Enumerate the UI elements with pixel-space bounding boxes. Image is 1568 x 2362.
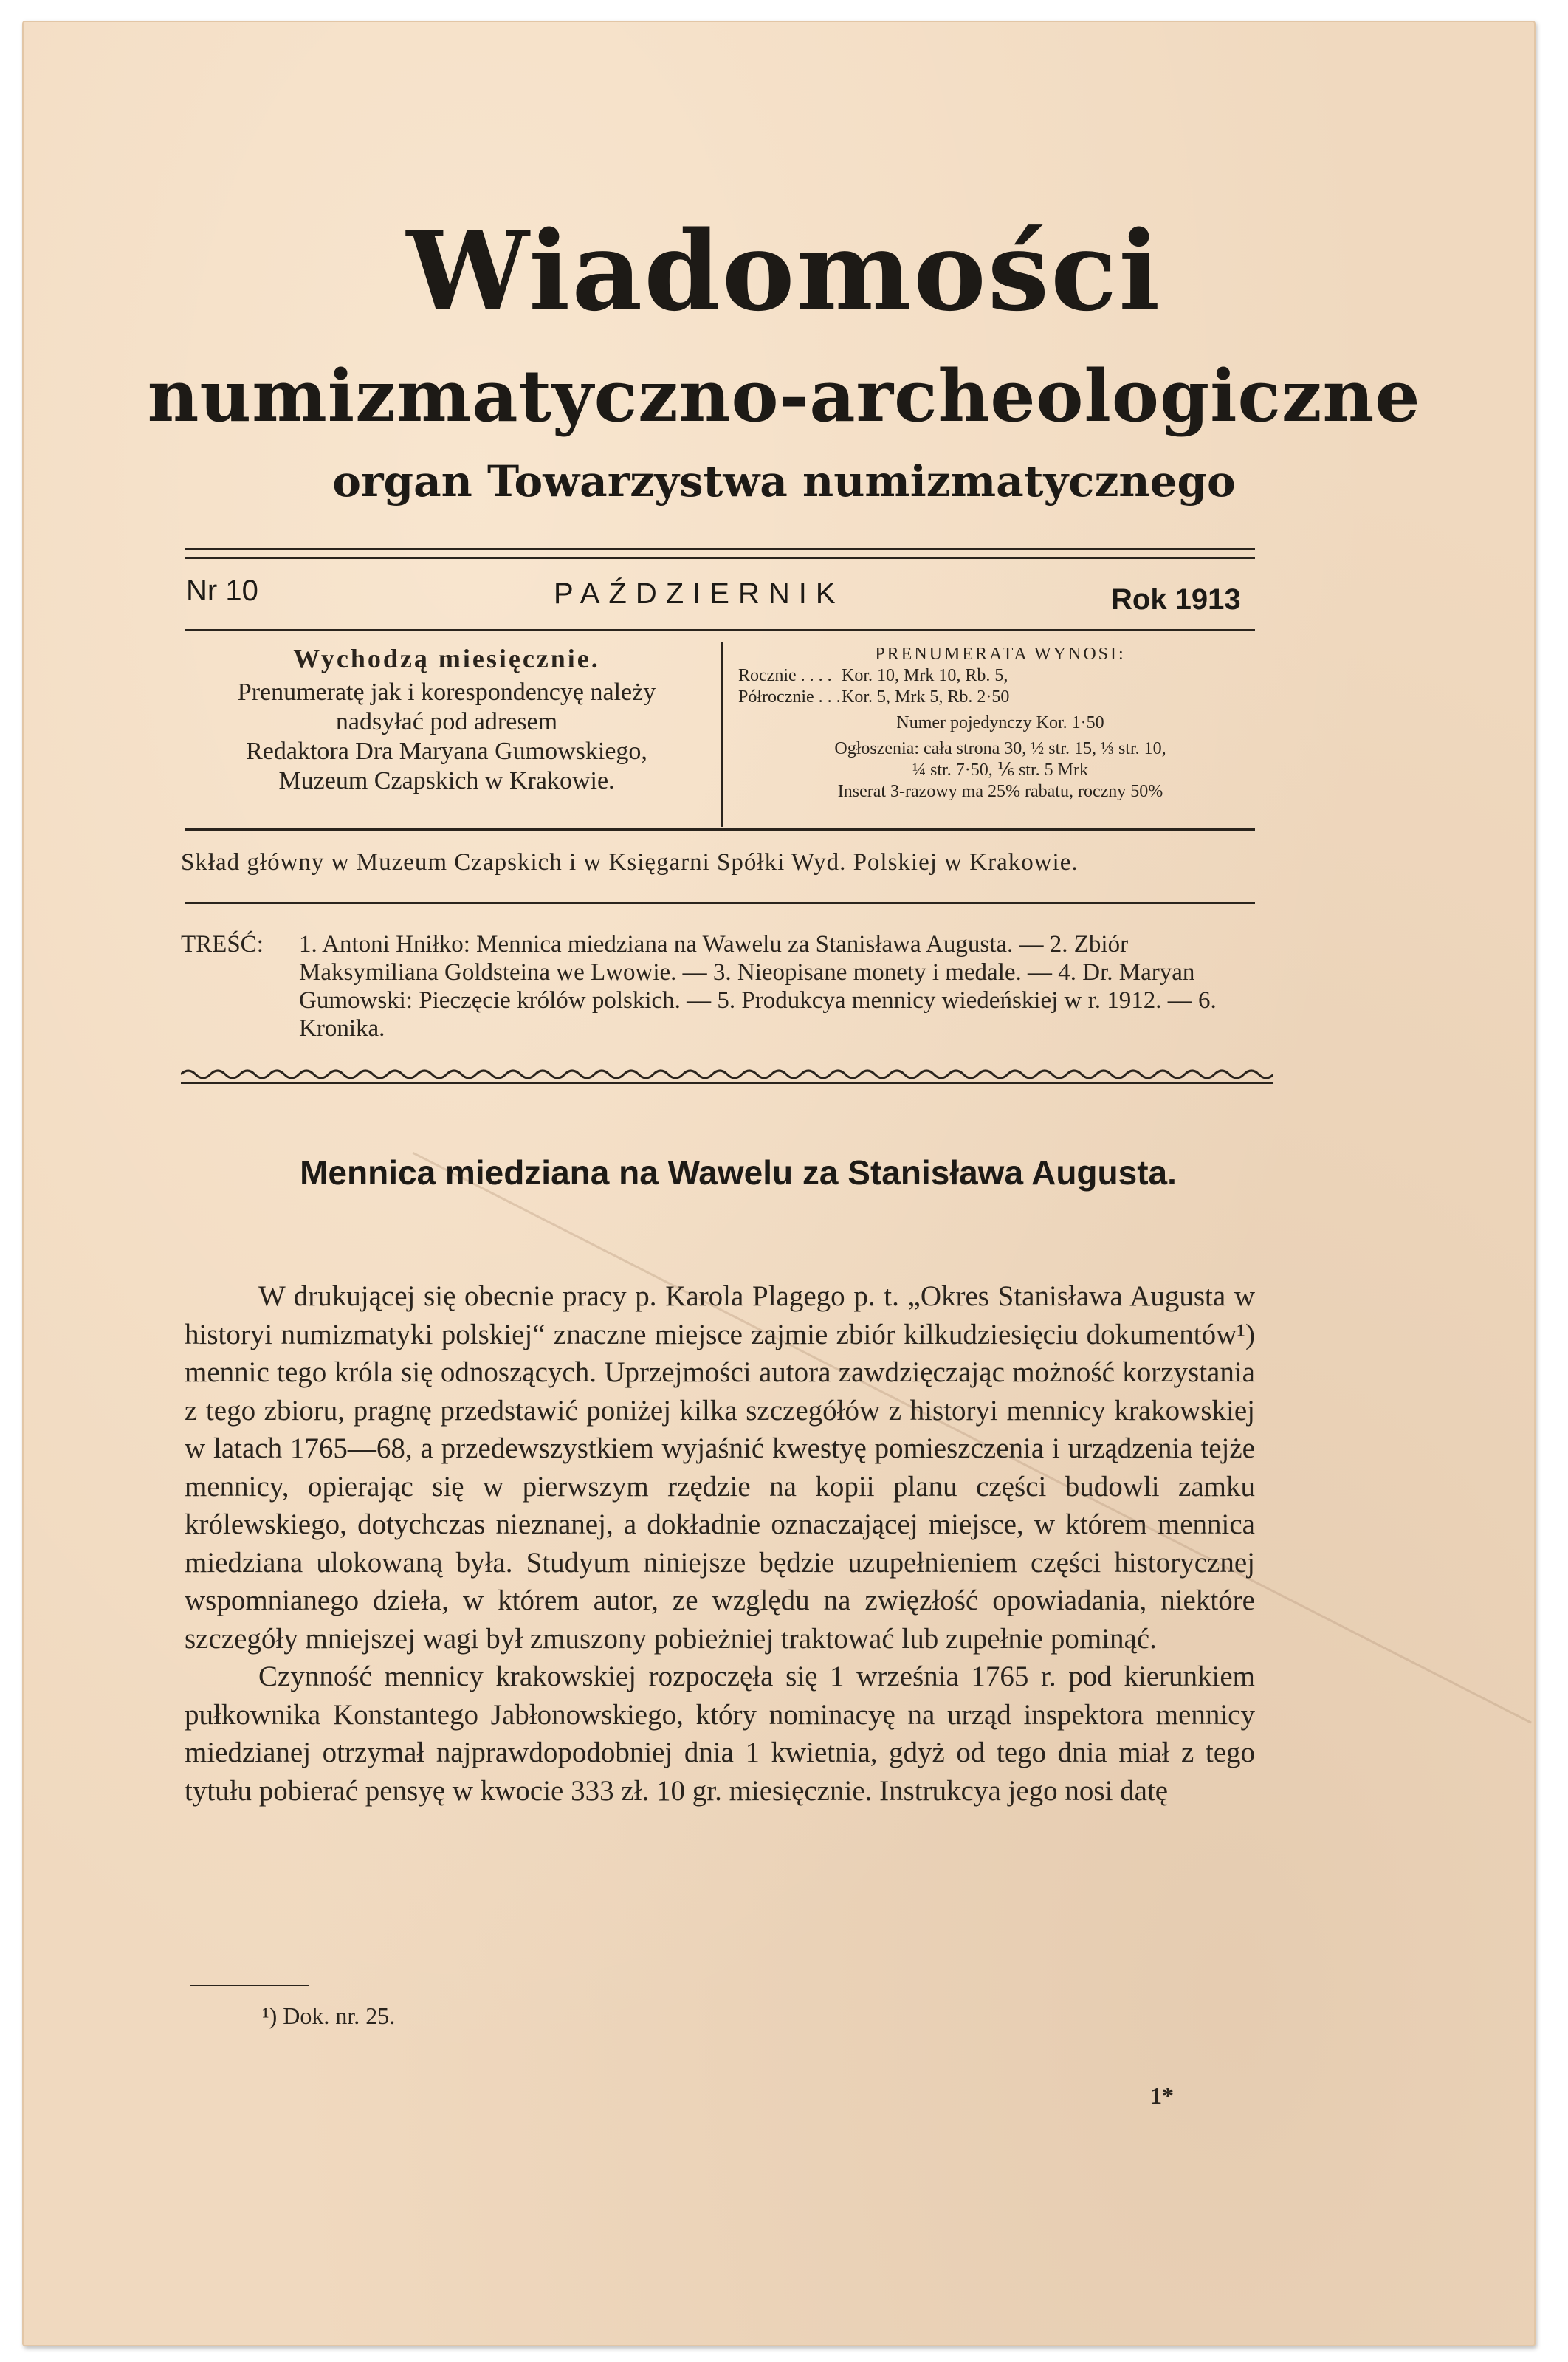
wave-divider [181,1063,1273,1085]
publisher-line: Redaktora Dra Maryana Gumowskiego, [246,738,647,765]
ads-line-1: Ogłoszenia: cała strona 30, ½ str. 15, ⅓ str. 10, [834,739,1166,758]
price-row [738,687,1262,708]
masthead-title: Wiadomości [406,207,1162,335]
price-value: Kor. 10, Mrk 10, Rb. 5, [842,666,1008,685]
masthead-subtitle: numizmatyczno-archeologiczne [147,354,1421,438]
article-paragraph: W drukującej się obecnie pracy p. Karola Plagego p. t. „Okres Stanisława Augusta w historyi numizmatyki polskiej“ znaczne miejsce zajmie zbiór kilkudziesięciu dokumentów¹) mennic tego króla się odnoszących. Uprzejmości autora zawdzięczając możność korzystania z tego zbioru, pragnę przedstawić poniżej kilka szczegółów z historyi mennicy krakowskiej w latach 1765—68, a przedewszystkiem wyjaśnić kwestyę pomieszczenia i urządzenia tejże mennicy, opierając się w pierwszym rzędzie na kopii planu części budowli zamku królewskiego, dotychczas nieznanej, a dokładnie oznaczającej miejsce, w którem mennica miedziana ulokowaną była. Studyum niniejsze będzie uzupełnieniem części historycznej wspomnianego dzieła, w którem autor, ze względu na zwięzłość opowiadania, niektóre szczegóły mniejszej wagi był zmuszony pobieżniej traktować lub zupełnie pominąć. [185,1280,1255,1655]
subscription-info [738,644,1262,803]
distribution-note: Skład główny w Muzeum Czapskich i w Księgarni Spółki Wyd. Polskiej w Krakowie. [181,849,1079,876]
footnote: ¹) Dok. nr. 25. [262,2002,396,2029]
vertical-divider [721,642,723,827]
top-double-rule-1 [185,548,1255,550]
publisher-line: nadsyłać pod adresem [335,708,558,735]
sklad-rule [185,902,1255,904]
publisher-line: Prenumeratę jak i korespondencyę należy [237,679,656,706]
single-issue-price: Numer pojedynczy Kor. 1·50 [896,713,1104,732]
publisher-head: Wychodzą miesięcznie. [293,644,600,673]
issue-month: PAŹDZIERNIK [554,577,845,610]
publisher-info [181,644,712,796]
price-label: Rocznie . . . . [738,666,832,685]
article-body [185,1277,1255,1810]
subscription-head: PRENUMERATA WYNOSI: [875,645,1126,664]
price-label: Półrocznie . . . [738,687,841,707]
price-row [738,665,1262,687]
masthead-organ: organ Towarzystwa numizmatycznego [332,456,1236,507]
info-bottom-rule [185,828,1255,831]
issue-number: Nr 10 [186,574,258,607]
sheet-signature: 1* [1150,2082,1174,2109]
ads-line-3: Inserat 3-razowy ma 25% rabatu, roczny 50% [837,782,1163,801]
issue-rule [185,629,1255,631]
publisher-line: Muzeum Czapskich w Krakowie. [278,767,615,794]
footnote-rule [190,1985,309,1986]
top-double-rule-2 [185,557,1255,559]
issue-year: Rok 1913 [1111,583,1241,616]
article-title: Mennica miedziana na Wawelu za Stanisława Augusta. [300,1153,1177,1192]
contents-label: TREŚĆ: [181,931,264,958]
ads-line-2: ¼ str. 7·50, ⅙ str. 5 Mrk [912,761,1088,780]
article-paragraph: Czynność mennicy krakowskiej rozpoczęła się 1 września 1765 r. pod kierunkiem pułkownika Konstantego Jabłonowskiego, który nominacyę na urząd inspektora mennicy miedzianej otrzymał najprawdopodobniej dnia 1 kwietnia, gdyż od tego dnia miał z tego tytułu pobierać pensyę w kwocie 333 zł. 10 gr. miesięcznie. Instrukcya jego nosi datę [185,1661,1255,1807]
price-value: Kor. 5, Mrk 5, Rb. 2·50 [842,687,1010,707]
wave-line [181,1071,1273,1078]
contents-text: 1. Antoni Hniłko: Mennica miedziana na Wawelu za Stanisława Augusta. — 2. Zbiór Maksymiliana Goldsteina we Lwowie. — 3. Nieopisane monety i medale. — 4. Dr. Maryan Gumowski: Pieczęcie królów polskich. — 5. Produkcya mennicy wiedeńskiej w r. 1912. — 6. Kronika. [299,931,1217,1042]
